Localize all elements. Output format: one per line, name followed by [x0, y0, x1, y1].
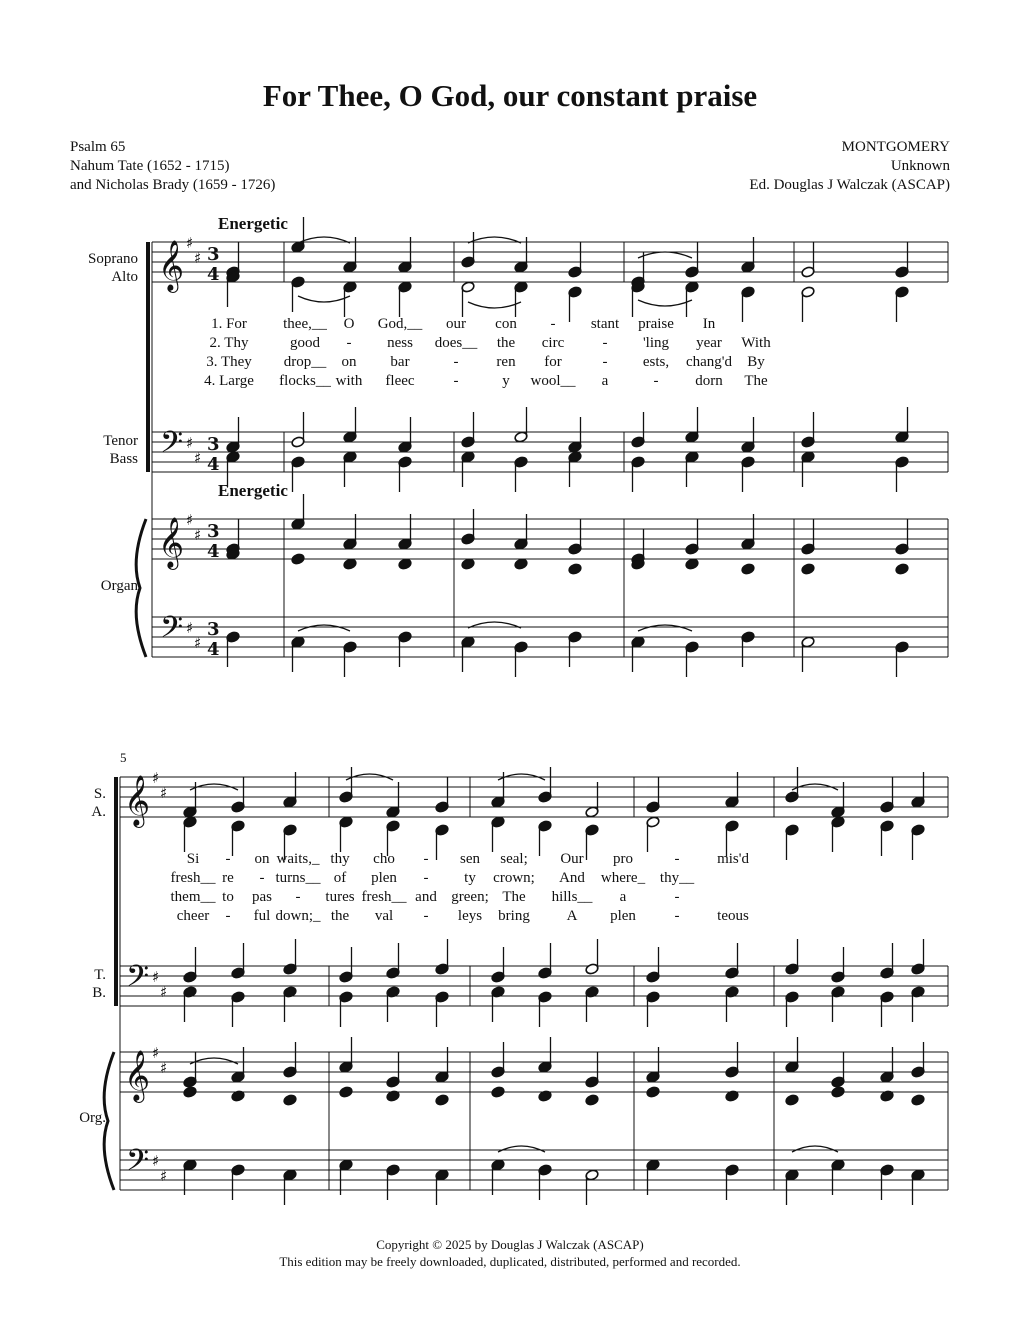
lyric-syllable: O: [343, 316, 355, 332]
lyric-syllable: ests,: [642, 354, 670, 370]
lyric-syllable: thy: [330, 851, 350, 867]
lyric-syllable: pas: [252, 889, 272, 905]
lyric-syllable: fleec: [385, 373, 415, 389]
lyric-syllable: In: [702, 316, 716, 332]
lyric-syllable: the: [496, 335, 516, 351]
notehead: [895, 563, 909, 575]
lyric-syllable: plen: [371, 870, 397, 886]
composer-credit: Unknown: [890, 158, 950, 174]
lyric-syllable: teous: [717, 908, 749, 924]
author-credit: and Nicholas Brady (1659 - 1726): [70, 177, 276, 193]
lyric-syllable: -: [346, 335, 352, 351]
lyric-syllable: our: [446, 316, 466, 332]
sharp-sign: ♯: [160, 1167, 168, 1185]
lyric-syllable: cheer: [176, 908, 210, 924]
lyric-syllable: -: [550, 316, 556, 332]
lyric-syllable: 4. Large: [204, 373, 254, 389]
treble-clef: 𝄞: [158, 240, 185, 291]
lyric-syllable: Our: [560, 851, 584, 867]
lyric-syllable: -: [295, 889, 301, 905]
lyric-syllable: crown;: [493, 870, 535, 886]
treble-clef: 𝄞: [124, 1050, 151, 1101]
lyric-syllable: ty: [464, 870, 476, 886]
slur: [638, 625, 692, 631]
time-signature: 3: [207, 619, 220, 640]
notehead: [685, 558, 699, 570]
lyric-syllable: tures: [325, 889, 355, 905]
lyric-syllable: ren: [496, 354, 516, 370]
slur: [638, 252, 692, 258]
lyric-syllable: seal;: [500, 851, 528, 867]
sharp-sign: ♯: [186, 511, 194, 529]
sharp-sign: ♯: [194, 526, 202, 544]
lyric-syllable: -: [453, 373, 459, 389]
notehead: [343, 558, 357, 570]
lyric-syllable: -: [259, 870, 265, 886]
lyric-syllable: -: [423, 870, 429, 886]
sharp-sign: ♯: [194, 249, 202, 267]
slur: [298, 625, 350, 631]
lyric-syllable: dorn: [695, 373, 723, 389]
page-title: For Thee, O God, our constant praise: [262, 78, 758, 113]
lyric-syllable: -: [225, 851, 231, 867]
lyric-syllable: pro: [613, 851, 633, 867]
staff-label-organ: Org.: [79, 1110, 106, 1126]
sharp-sign: ♯: [186, 619, 194, 637]
lyric-syllable: leys: [457, 908, 483, 924]
lyric-syllable: y: [502, 373, 510, 389]
lyric-syllable: 3. They: [206, 354, 252, 370]
lyric-syllable: -: [602, 354, 608, 370]
lyric-syllable: -: [423, 908, 429, 924]
notehead: [435, 1094, 449, 1106]
lyric-syllable: on: [341, 354, 357, 370]
lyric-syllable: 2. Thy: [209, 335, 249, 351]
notehead: [339, 1086, 353, 1098]
lyric-syllable: bar: [390, 354, 410, 370]
staff-label-tenor-bass: Tenor Bass: [103, 433, 138, 467]
lyric-syllable: The: [744, 373, 768, 389]
slur: [792, 1146, 838, 1152]
lyric-syllable: con: [495, 316, 517, 332]
measure-number: 5: [120, 750, 127, 765]
lyric-syllable: -: [225, 908, 231, 924]
notehead: [291, 553, 305, 565]
lyric-syllable: 1. For: [211, 316, 247, 332]
tempo-marking: Energetic: [218, 214, 288, 233]
lyric-syllable: fresh__: [361, 889, 407, 905]
license-line: This edition may be freely downloaded, duplicated, distributed, performed and recorded.: [279, 1254, 741, 1269]
lyric-syllable: down;_: [275, 908, 321, 924]
lyric-syllable: hills__: [551, 889, 593, 905]
sharp-sign: ♯: [194, 449, 202, 467]
sharp-sign: ♯: [152, 1152, 160, 1170]
lyric-syllable: ness: [387, 335, 413, 351]
lyric-syllable: year: [696, 335, 722, 351]
lyric-syllable: -: [453, 354, 459, 370]
bass-clef: 𝄢: [126, 1144, 150, 1185]
lyric-syllable: The: [502, 889, 526, 905]
sharp-sign: ♯: [152, 769, 160, 787]
slur: [468, 302, 521, 308]
bass-clef: 𝄢: [126, 960, 150, 1001]
lyric-syllable: cho: [373, 851, 395, 867]
lyric-syllable: val: [374, 908, 394, 924]
organ-brace: [136, 519, 146, 657]
lyric-syllable: where_: [600, 870, 646, 886]
notehead: [646, 1086, 660, 1098]
lyric-syllable: circ: [541, 335, 565, 351]
lyric-syllable: mis'd: [717, 851, 749, 867]
lyric-syllable: for: [544, 354, 562, 370]
sharp-sign: ♯: [194, 634, 202, 652]
lyric-syllable: good: [290, 335, 320, 351]
bass-clef: 𝄢: [160, 611, 184, 652]
lyric-syllable: Si: [186, 851, 200, 867]
time-signature: 3: [207, 244, 220, 265]
time-signature: 4: [207, 639, 220, 660]
lyric-syllable: thee,__: [283, 316, 327, 332]
lyric-syllable: -: [674, 889, 680, 905]
notehead: [183, 1086, 197, 1098]
slur: [190, 1058, 238, 1064]
organ-brace: [104, 1052, 114, 1190]
bass-clef: 𝄢: [160, 426, 184, 467]
lyric-syllable: God,__: [377, 316, 423, 332]
lyric-syllable: -: [674, 851, 680, 867]
lyric-syllable: turns__: [275, 870, 321, 886]
lyric-syllable: A: [566, 908, 578, 924]
lyric-syllable: With: [741, 335, 771, 351]
lyric-syllable: stant: [590, 316, 620, 332]
lyric-syllable: with: [335, 373, 363, 389]
lyric-syllable: chang'd: [685, 354, 733, 370]
lyric-syllable: thy__: [659, 870, 695, 886]
lyric-syllable: on: [254, 851, 270, 867]
lyric-syllable: ful: [253, 908, 271, 924]
time-signature: 4: [207, 541, 220, 562]
lyric-syllable: waits,_: [276, 851, 320, 867]
sharp-sign: ♯: [160, 784, 168, 802]
staff-label-organ: Organ: [100, 578, 138, 594]
lyric-syllable: -: [602, 335, 608, 351]
staff-label-tenor-bass: T. B.: [92, 967, 106, 1001]
sharp-sign: ♯: [186, 434, 194, 452]
lyric-syllable: to: [222, 889, 234, 905]
lyric-syllable: drop__: [283, 354, 327, 370]
notehead: [283, 1094, 297, 1106]
treble-clef: 𝄞: [124, 775, 151, 826]
lyric-syllable: -: [653, 373, 659, 389]
notehead: [911, 1094, 925, 1106]
notehead: [491, 1086, 505, 1098]
notehead: [398, 558, 412, 570]
lyric-syllable: flocks__: [279, 373, 331, 389]
tune-name: MONTGOMERY: [841, 139, 950, 155]
tempo-marking: Energetic: [218, 481, 288, 500]
sharp-sign: ♯: [152, 1044, 160, 1062]
notehead: [801, 563, 815, 575]
lyric-syllable: wool__: [530, 373, 576, 389]
lyric-syllable: bring: [498, 908, 530, 924]
notehead: [585, 1094, 599, 1106]
lyric-syllable: By: [747, 354, 765, 370]
notehead: [741, 563, 755, 575]
time-signature: 3: [207, 521, 220, 542]
lyric-syllable: -: [423, 851, 429, 867]
lyric-syllable: does__: [434, 335, 478, 351]
notehead: [831, 1086, 845, 1098]
notehead: [461, 558, 475, 570]
lyric-syllable: a: [619, 889, 627, 905]
lyric-syllable: -: [674, 908, 680, 924]
sharp-sign: ♯: [160, 1059, 168, 1077]
time-signature: 3: [207, 434, 220, 455]
slur: [638, 300, 692, 306]
notehead: [514, 558, 528, 570]
time-signature: 4: [207, 264, 220, 285]
lyric-syllable: green;: [451, 889, 489, 905]
lyric-syllable: sen: [460, 851, 480, 867]
lyric-syllable: And: [559, 870, 585, 886]
sharp-sign: ♯: [186, 234, 194, 252]
author-credit: Nahum Tate (1652 - 1715): [70, 158, 230, 174]
notehead: [785, 1094, 799, 1106]
lyric-syllable: fresh__: [170, 870, 216, 886]
lyric-syllable: plen: [610, 908, 636, 924]
lyric-syllable: them__: [170, 889, 216, 905]
editor-credit: Ed. Douglas J Walczak (ASCAP): [749, 177, 950, 193]
sharp-sign: ♯: [160, 983, 168, 1001]
staff-label-soprano-alto: S. A.: [91, 786, 106, 820]
copyright-line: Copyright © 2025 by Douglas J Walczak (ASCAP): [376, 1237, 644, 1252]
slur: [298, 296, 350, 302]
lyric-syllable: praise: [638, 316, 674, 332]
lyric-syllable: a: [601, 373, 609, 389]
staff-label-soprano-alto: Soprano Alto: [88, 251, 138, 285]
slur: [498, 1146, 545, 1152]
treble-clef: 𝄞: [158, 517, 185, 568]
lyric-syllable: re: [222, 870, 234, 886]
lyric-syllable: and: [415, 889, 437, 905]
lyric-syllable: of: [333, 870, 347, 886]
copyright-footer: [0, 1236, 1020, 1270]
lyric-syllable: the: [330, 908, 350, 924]
sharp-sign: ♯: [152, 968, 160, 986]
psalm-reference: Psalm 65: [70, 139, 126, 155]
lyric-syllable: 'ling: [642, 335, 670, 351]
time-signature: 4: [207, 454, 220, 475]
notehead: [568, 563, 582, 575]
